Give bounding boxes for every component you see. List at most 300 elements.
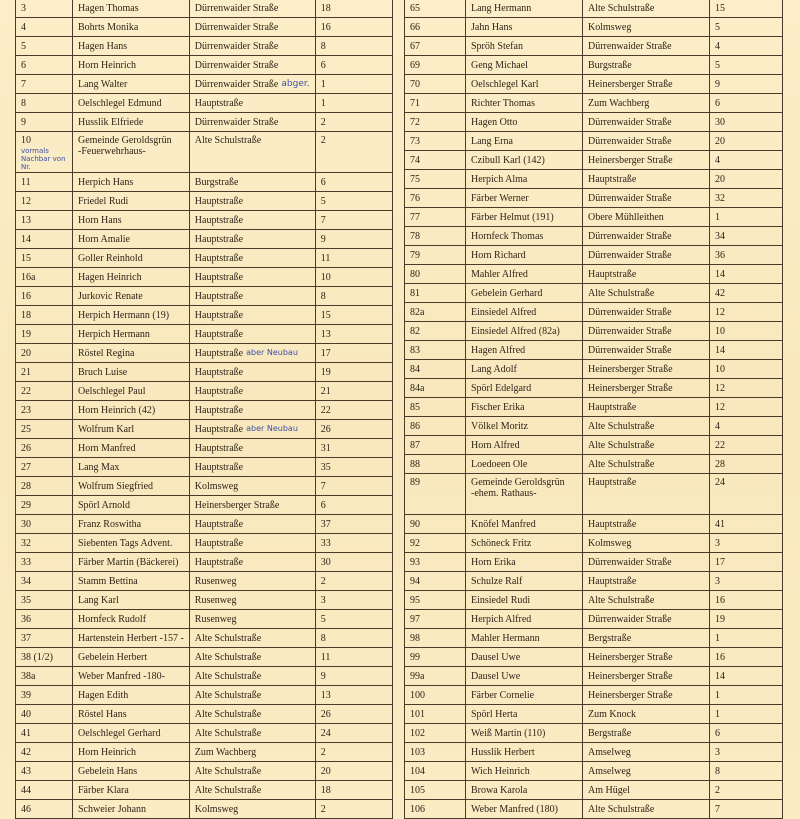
house-number-cell <box>16 705 73 724</box>
entry-number: 8 <box>21 97 26 109</box>
table-row <box>405 436 783 455</box>
street-number: 7 <box>320 480 326 492</box>
owner-name-cell <box>466 208 583 227</box>
entry-number: 10 <box>21 135 31 146</box>
owner-name-cell <box>466 0 583 18</box>
house-number-cell <box>16 287 73 306</box>
house-number-cell <box>16 686 73 705</box>
owner-name: Jurkovic Renate <box>78 290 143 302</box>
entry-number: 25 <box>21 423 31 435</box>
owner-name: Gebelein Hans <box>78 765 138 777</box>
street-number: 19 <box>320 366 331 378</box>
street-cell <box>189 458 315 477</box>
owner-name-cell <box>73 18 190 37</box>
street-name: Hauptstraße <box>194 347 244 359</box>
street-cell <box>583 515 710 534</box>
house-number-cell <box>16 132 73 173</box>
owner-name-cell <box>466 265 583 284</box>
house-number-cell <box>405 515 466 534</box>
house-number-cell <box>405 360 466 379</box>
street-name: Dürrenwaider Straße <box>194 21 279 33</box>
owner-name-cell <box>73 610 190 629</box>
street-number: 20 <box>320 765 331 777</box>
street-number-cell <box>710 724 783 743</box>
owner-name-cell <box>73 132 190 173</box>
entry-number: 43 <box>21 765 31 777</box>
street-name: Dürrenwaider Straße <box>588 40 672 52</box>
street-number-cell <box>315 56 392 75</box>
owner-name: Spörl Arnold <box>78 499 130 511</box>
owner-name: Hagen Alfred <box>471 344 526 356</box>
entry-number: 66 <box>410 21 420 33</box>
owner-name-cell <box>466 474 583 515</box>
table-row <box>405 37 783 56</box>
street-name: Hauptstraße <box>588 401 637 413</box>
table-row <box>405 189 783 208</box>
street-number: 1 <box>715 211 720 223</box>
owner-name: Husslik Elfriede <box>78 116 144 128</box>
street-number-cell <box>315 648 392 667</box>
table-row <box>405 455 783 474</box>
street-name: Alte Schulstraße <box>194 135 262 146</box>
street-number: 7 <box>715 803 720 815</box>
street-name: Heinersberger Straße <box>194 499 280 511</box>
street-number-cell <box>315 477 392 496</box>
street-cell <box>189 629 315 648</box>
street-number: 3 <box>715 537 720 549</box>
house-number-cell <box>405 648 466 667</box>
owner-name: Jahn Hans <box>471 21 513 33</box>
street-name: Alte Schulstraße <box>194 765 262 777</box>
house-number-cell <box>16 344 73 363</box>
owner-name: Weiß Martin (110) <box>471 727 546 739</box>
table-row <box>16 268 393 287</box>
table-row <box>405 132 783 151</box>
house-number-cell <box>16 192 73 211</box>
owner-name: Hagen Heinrich <box>78 271 142 283</box>
street-name: Hauptstraße <box>194 195 244 207</box>
table-row <box>405 18 783 37</box>
entry-number: 85 <box>410 401 420 413</box>
street-cell <box>189 572 315 591</box>
house-number-cell <box>405 132 466 151</box>
street-number: 26 <box>320 423 331 435</box>
owner-name-cell <box>466 553 583 572</box>
owner-name-cell <box>466 398 583 417</box>
owner-name: Oelschlegel Karl <box>471 78 539 90</box>
street-name: Dürrenwaider Straße <box>588 135 672 147</box>
table-row <box>16 686 393 705</box>
street-number: 1 <box>715 632 720 644</box>
street-name: Alte Schulstraße <box>588 2 655 14</box>
street-cell <box>189 477 315 496</box>
street-number-cell <box>315 94 392 113</box>
street-cell <box>189 287 315 306</box>
table-row <box>16 762 393 781</box>
table-row <box>405 56 783 75</box>
house-number-cell <box>16 420 73 439</box>
entry-number: 22 <box>21 385 31 397</box>
entry-number: 16 <box>21 290 31 302</box>
owner-name: Siebenten Tags Advent. <box>78 537 173 549</box>
street-cell <box>583 360 710 379</box>
entry-number: 74 <box>410 154 420 166</box>
entry-number: 7 <box>21 78 26 90</box>
street-cell <box>583 762 710 781</box>
street-number-cell <box>710 246 783 265</box>
street-number-cell <box>710 629 783 648</box>
owner-name: Einsiedel Rudi <box>471 594 531 606</box>
street-name: Hauptstraße <box>194 366 244 378</box>
street-cell <box>583 170 710 189</box>
street-name: Heinersberger Straße <box>588 363 673 375</box>
entry-number: 39 <box>21 689 31 701</box>
street-cell <box>583 208 710 227</box>
entry-number: 32 <box>21 537 31 549</box>
street-name: Dürrenwaider Straße <box>194 40 279 52</box>
table-row <box>405 265 783 284</box>
owner-name-cell <box>73 401 190 420</box>
street-cell <box>583 591 710 610</box>
street-number-cell <box>315 287 392 306</box>
house-number-cell <box>405 398 466 417</box>
owner-name: Friedel Rudi <box>78 195 129 207</box>
street-name: Dürrenwaider Straße <box>588 116 672 128</box>
street-number: 34 <box>715 230 725 242</box>
owner-name: Gemeinde Geroldsgrün <box>471 477 565 488</box>
street-name: Hauptstraße <box>194 537 244 549</box>
house-number-cell <box>405 800 466 819</box>
street-number: 10 <box>715 363 725 375</box>
table-row <box>405 800 783 819</box>
entry-number: 82 <box>410 325 420 337</box>
owner-name-cell <box>73 56 190 75</box>
street-number: 15 <box>320 309 331 321</box>
house-number-cell <box>16 401 73 420</box>
entry-number: 40 <box>21 708 31 720</box>
entry-number: 20 <box>21 347 31 359</box>
owner-name-cell <box>466 37 583 56</box>
house-number-cell <box>405 667 466 686</box>
house-number-cell <box>405 37 466 56</box>
owner-name: Horn Erika <box>471 556 516 568</box>
house-number-cell <box>16 211 73 230</box>
house-number-cell <box>405 170 466 189</box>
table-row <box>405 474 783 515</box>
entry-number: 105 <box>410 784 425 796</box>
owner-name-cell <box>466 629 583 648</box>
house-number-cell <box>405 455 466 474</box>
street-number-cell <box>315 401 392 420</box>
street-number: 26 <box>320 708 331 720</box>
street-number-cell <box>710 762 783 781</box>
house-number-cell <box>405 0 466 18</box>
table-row <box>16 515 393 534</box>
street-cell <box>189 401 315 420</box>
owner-name: Wolfrum Siegfried <box>78 480 154 492</box>
entry-number: 84 <box>410 363 420 375</box>
street-number: 7 <box>320 214 326 226</box>
owner-name-cell <box>466 455 583 474</box>
owner-name: Herpich Hans <box>78 176 134 188</box>
street-name: Alte Schulstraße <box>588 420 655 432</box>
house-number-cell <box>16 572 73 591</box>
street-number-cell <box>710 705 783 724</box>
owner-name: Franz Roswitha <box>78 518 142 530</box>
street-cell <box>189 192 315 211</box>
street-number: 36 <box>715 249 725 261</box>
owner-name-cell <box>73 75 190 94</box>
street-name: Rusenweg <box>194 575 237 587</box>
entry-number: 5 <box>21 40 26 52</box>
street-cell <box>189 724 315 743</box>
street-number: 6 <box>320 499 326 511</box>
street-number-cell <box>710 227 783 246</box>
street-number-cell <box>315 75 392 94</box>
owner-name: Goller Reinhold <box>78 252 143 264</box>
entry-number: 37 <box>21 632 31 644</box>
street-cell <box>583 572 710 591</box>
street-cell <box>189 230 315 249</box>
table-row <box>16 0 393 18</box>
street-number: 33 <box>320 537 331 549</box>
house-number-cell <box>405 151 466 170</box>
table-row <box>405 572 783 591</box>
street-name: Rusenweg <box>194 594 237 606</box>
table-row <box>16 75 393 94</box>
table-row <box>405 0 783 18</box>
house-number-cell <box>405 265 466 284</box>
owner-name: Horn Heinrich (42) <box>78 404 156 416</box>
street-name: Dürrenwaider Straße <box>194 116 279 128</box>
owner-name: Richter Thomas <box>471 97 535 109</box>
street-number: 24 <box>715 477 725 488</box>
table-row <box>405 113 783 132</box>
street-number: 35 <box>320 461 331 473</box>
table-row <box>16 724 393 743</box>
owner-name-cell <box>466 189 583 208</box>
house-number-cell <box>405 762 466 781</box>
street-number-cell <box>315 439 392 458</box>
street-cell <box>583 648 710 667</box>
owner-name-cell <box>466 762 583 781</box>
owner-name: Mahler Alfred <box>471 268 528 280</box>
owner-name-cell <box>73 94 190 113</box>
entry-number: 97 <box>410 613 420 625</box>
house-number-cell <box>16 591 73 610</box>
street-number: 42 <box>715 287 725 299</box>
street-number-cell <box>710 189 783 208</box>
owner-name: Horn Hans <box>78 214 122 226</box>
table-row <box>16 629 393 648</box>
owner-name-cell <box>73 781 190 800</box>
street-number: 9 <box>320 670 326 682</box>
owner-name: Dausel Uwe <box>471 670 521 682</box>
owner-name-cell <box>73 439 190 458</box>
house-number-cell <box>16 18 73 37</box>
owner-name: Einsiedel Alfred (82a) <box>471 325 560 337</box>
street-number: 8 <box>715 765 720 777</box>
owner-name: Horn Manfred <box>78 442 136 454</box>
owner-name-cell <box>73 420 190 439</box>
entry-number: 94 <box>410 575 420 587</box>
street-number-cell <box>315 344 392 363</box>
street-cell <box>189 781 315 800</box>
owner-name: Oelschlegel Edmund <box>78 97 162 109</box>
street-name: Heinersberger Straße <box>588 651 673 663</box>
street-number-cell <box>710 515 783 534</box>
street-cell <box>189 515 315 534</box>
street-number: 21 <box>320 385 331 397</box>
house-number-cell <box>16 610 73 629</box>
house-number-cell <box>405 629 466 648</box>
entry-number: 13 <box>21 214 31 226</box>
owner-name-cell <box>466 75 583 94</box>
street-number-cell <box>710 591 783 610</box>
street-name: Dürrenwaider Straße <box>588 249 672 261</box>
street-cell <box>583 534 710 553</box>
table-row <box>16 363 393 382</box>
owner-name-cell <box>73 667 190 686</box>
owner-name-cell <box>73 534 190 553</box>
table-row <box>405 284 783 303</box>
table-row <box>16 192 393 211</box>
street-number-cell <box>710 648 783 667</box>
street-number: 6 <box>715 727 720 739</box>
street-number: 2 <box>320 116 326 128</box>
house-number-cell <box>16 629 73 648</box>
table-row <box>16 800 393 819</box>
owner-name: Färber Werner <box>471 192 529 204</box>
owner-name: Hornfeck Thomas <box>471 230 544 242</box>
street-number: 2 <box>320 746 326 758</box>
street-number-cell <box>710 303 783 322</box>
entry-number: 4 <box>21 21 26 33</box>
street-cell <box>583 113 710 132</box>
street-number: 3 <box>320 594 326 606</box>
table-row <box>16 18 393 37</box>
street-number-cell <box>315 420 392 439</box>
street-cell <box>583 303 710 322</box>
owner-name: Lang Karl <box>78 594 119 606</box>
street-number: 6 <box>715 97 720 109</box>
street-with-note <box>195 348 310 359</box>
owner-name-cell <box>466 18 583 37</box>
owner-name-cell <box>73 363 190 382</box>
owner-name-cell <box>73 686 190 705</box>
house-number-cell <box>16 724 73 743</box>
street-cell <box>583 553 710 572</box>
owner-name-cell <box>73 458 190 477</box>
left-register-table <box>15 0 393 819</box>
table-row <box>16 287 393 306</box>
entry-number: 26 <box>21 442 31 454</box>
owner-name: Schulze Ralf <box>471 575 523 587</box>
owner-name-cell <box>73 113 190 132</box>
street-number-cell <box>710 56 783 75</box>
street-number-cell <box>710 75 783 94</box>
house-number-cell <box>405 208 466 227</box>
street-cell <box>583 398 710 417</box>
house-number-cell <box>405 341 466 360</box>
street-with-note <box>195 79 310 90</box>
street-name: Alte Schulstraße <box>588 594 655 606</box>
owner-name: Hagen Hans <box>78 40 128 52</box>
owner-name: Schweier Johann <box>78 803 147 815</box>
street-number-cell <box>710 686 783 705</box>
owner-name-cell <box>73 230 190 249</box>
street-name: Dürrenwaider Straße <box>588 192 672 204</box>
house-number-cell <box>405 75 466 94</box>
table-row <box>405 610 783 629</box>
street-name: Kolmsweg <box>194 803 239 815</box>
owner-name: Schöneck Fritz <box>471 537 532 549</box>
street-name: Hauptstraße <box>194 309 244 321</box>
entry-number: 27 <box>21 461 31 473</box>
street-cell <box>189 325 315 344</box>
entry-number: 6 <box>21 59 26 71</box>
street-name: Amselweg <box>588 746 631 758</box>
entry-number: 21 <box>21 366 31 378</box>
street-number: 14 <box>715 670 725 682</box>
table-row <box>405 781 783 800</box>
owner-name: Spörl Herta <box>471 708 518 720</box>
owner-name: Lang Adolf <box>471 363 517 375</box>
street-number: 8 <box>320 632 326 644</box>
handwritten-note: aber Neubau <box>246 348 298 357</box>
street-number-cell <box>710 474 783 515</box>
street-cell <box>583 151 710 170</box>
street-number: 8 <box>320 290 326 302</box>
street-cell <box>189 344 315 363</box>
house-number-cell <box>16 458 73 477</box>
handwritten-note: aber Neubau <box>246 424 298 433</box>
entry-number: 86 <box>410 420 420 432</box>
table-row <box>16 572 393 591</box>
entry-number: 9 <box>21 116 26 128</box>
entry-number: 99 <box>410 651 420 663</box>
table-row <box>16 591 393 610</box>
owner-name: Färber Helmut (191) <box>471 211 554 223</box>
street-cell <box>583 246 710 265</box>
house-number-cell <box>16 743 73 762</box>
entry-number: 41 <box>21 727 31 739</box>
street-name: Alte Schulstraße <box>194 708 262 720</box>
street-name: Hauptstraße <box>194 385 244 397</box>
street-name: Hauptstraße <box>194 97 244 109</box>
street-number-cell <box>315 800 392 819</box>
owner-name-cell <box>466 667 583 686</box>
house-number-cell <box>405 724 466 743</box>
street-name: Hauptstraße <box>194 461 244 473</box>
street-name: Alte Schulstraße <box>588 287 655 299</box>
owner-name-cell <box>73 306 190 325</box>
street-number-cell <box>710 572 783 591</box>
house-number-cell <box>16 94 73 113</box>
table-row <box>16 132 393 173</box>
entry-number: 95 <box>410 594 420 606</box>
street-number-cell <box>315 0 392 18</box>
street-number-cell <box>315 113 392 132</box>
street-number-cell <box>710 667 783 686</box>
table-row <box>405 322 783 341</box>
street-cell <box>583 265 710 284</box>
street-number-cell <box>315 610 392 629</box>
house-number-cell <box>16 477 73 496</box>
entry-number: 82a <box>410 306 425 318</box>
street-name: Alte Schulstraße <box>194 632 262 644</box>
table-row <box>16 306 393 325</box>
